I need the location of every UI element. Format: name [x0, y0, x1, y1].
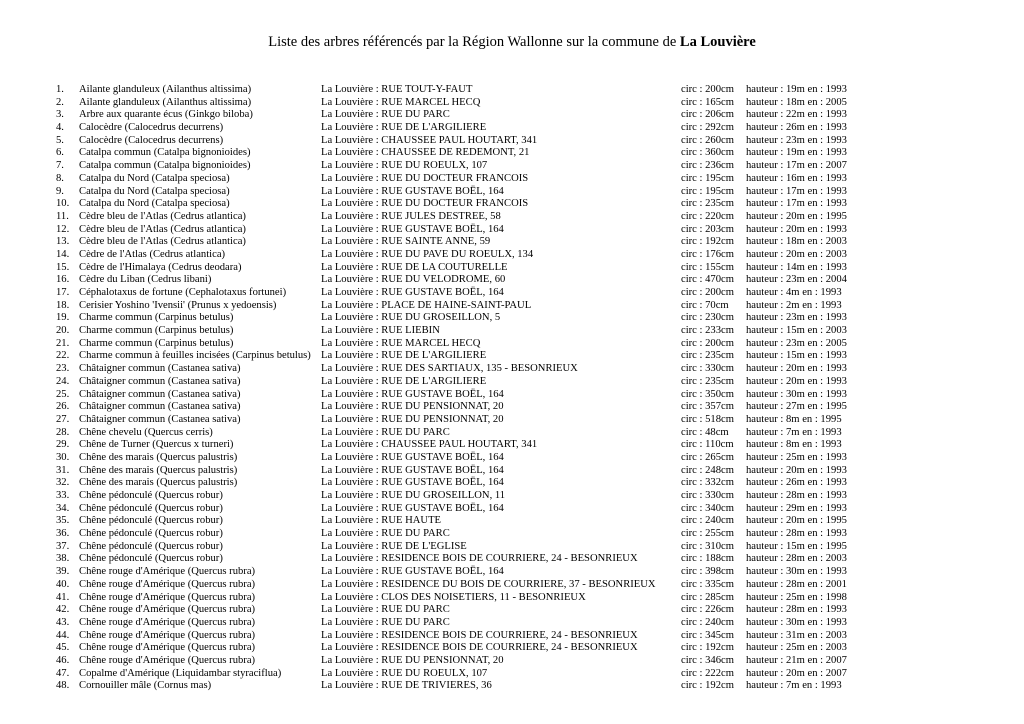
list-item: [0, 249, 1024, 262]
list-item: [0, 439, 1024, 452]
tree-location: La Louvière : RUE DE L'EGLISE: [321, 540, 467, 552]
row-number: 9.: [56, 185, 64, 197]
tree-name: Chêne pédonculé (Quercus robur): [79, 528, 223, 540]
tree-height-year: hauteur : 30m en : 1993: [746, 566, 847, 578]
list-item: [0, 414, 1024, 427]
tree-height-year: hauteur : 17m en : 2007: [746, 160, 847, 172]
tree-location: La Louvière : RESIDENCE BOIS DE COURRIERE, 24 - BESONRIEUX: [321, 629, 638, 641]
tree-circumference: circ : 70cm: [681, 299, 729, 311]
tree-name: Catalpa du Nord (Catalpa speciosa): [79, 198, 230, 210]
list-item: [0, 515, 1024, 528]
tree-circumference: circ : 195cm: [681, 172, 734, 184]
list-item: [0, 427, 1024, 440]
tree-location: La Louvière : RUE DU PENSIONNAT, 20: [321, 654, 504, 666]
tree-circumference: circ : 192cm: [681, 642, 734, 654]
list-item: [0, 452, 1024, 465]
tree-name: Chêne rouge d'Amérique (Quercus rubra): [79, 604, 256, 616]
list-item: [0, 173, 1024, 186]
tree-height-year: hauteur : 30m en : 1993: [746, 616, 847, 628]
row-number: 14.: [56, 248, 70, 260]
tree-circumference: circ : 188cm: [681, 553, 734, 565]
list-item: [0, 287, 1024, 300]
tree-height-year: hauteur : 19m en : 1993: [746, 147, 847, 159]
list-item: [0, 668, 1024, 681]
tree-name: Catalpa commun (Catalpa bignonioides): [79, 147, 251, 159]
tree-height-year: hauteur : 28m en : 2003: [746, 553, 847, 565]
tree-name: Calocèdre (Calocedrus decurrens): [79, 122, 224, 134]
tree-circumference: circ : 176cm: [681, 248, 734, 260]
tree-circumference: circ : 203cm: [681, 223, 734, 235]
list-item: [0, 630, 1024, 643]
tree-name: Châtaigner commun (Castanea sativa): [79, 388, 241, 400]
list-item: [0, 642, 1024, 655]
row-number: 6.: [56, 147, 64, 159]
tree-location: La Louvière : RUE DES SARTIAUX, 135 - BESONRIEUX: [321, 363, 578, 375]
tree-name: Cornouiller mâle (Cornus mas): [79, 680, 212, 692]
list-item: [0, 503, 1024, 516]
tree-location: La Louvière : RUE GUSTAVE BOËL, 164: [321, 464, 504, 476]
tree-list: [0, 84, 1024, 693]
tree-name: Chêne des marais (Quercus palustris): [79, 464, 238, 476]
tree-location: La Louvière : RUE DU PARC: [321, 426, 450, 438]
tree-location: La Louvière : RUE GUSTAVE BOËL, 164: [321, 287, 504, 298]
tree-name: Chêne rouge d'Amérique (Quercus rubra): [79, 566, 256, 578]
tree-height-year: hauteur : 14m en : 1993: [746, 261, 847, 273]
tree-circumference: circ : 332cm: [681, 477, 734, 489]
row-number: 16.: [56, 274, 70, 286]
tree-name: Chêne rouge d'Amérique (Quercus rubra): [79, 578, 256, 590]
row-number: 24.: [56, 375, 70, 387]
tree-height-year: hauteur : 31m en : 2003: [746, 629, 847, 641]
tree-height-year: hauteur : 28m en : 2001: [746, 578, 847, 590]
tree-height-year: hauteur : 28m en : 1993: [746, 604, 847, 616]
tree-circumference: circ : 260cm: [681, 134, 734, 146]
row-number: 39.: [56, 566, 70, 578]
list-item: [0, 477, 1024, 490]
tree-location: La Louvière : RUE DE L'ARGILIERE: [321, 375, 487, 387]
tree-height-year: hauteur : 4m en : 1993: [746, 287, 842, 298]
list-item: [0, 274, 1024, 287]
tree-location: La Louvière : RUE DU VELODROME, 60: [321, 274, 506, 286]
row-number: 19.: [56, 312, 70, 324]
tree-circumference: circ : 236cm: [681, 160, 734, 172]
tree-location: La Louvière : CHAUSSEE PAUL HOUTART, 341: [321, 439, 538, 451]
row-number: 5.: [56, 134, 64, 146]
tree-name: Châtaigner commun (Castanea sativa): [79, 375, 241, 387]
tree-location: La Louvière : RUE GUSTAVE BOËL, 164: [321, 502, 504, 514]
tree-circumference: circ : 518cm: [681, 413, 734, 425]
tree-name: Cèdre du Liban (Cedrus libani): [79, 274, 212, 286]
tree-location: La Louvière : RUE LIEBIN: [321, 325, 440, 337]
tree-circumference: circ : 200cm: [681, 287, 734, 298]
tree-height-year: hauteur : 22m en : 1993: [746, 109, 847, 121]
list-item: [0, 109, 1024, 122]
tree-height-year: hauteur : 17m en : 1993: [746, 198, 847, 210]
tree-name: Chêne pédonculé (Quercus robur): [79, 553, 223, 565]
tree-location: La Louvière : RUE DE L'ARGILIERE: [321, 350, 487, 362]
tree-location: La Louvière : RUE GUSTAVE BOËL, 164: [321, 451, 504, 463]
tree-height-year: hauteur : 27m en : 1995: [746, 401, 847, 413]
tree-location: La Louvière : RUE DU PARC: [321, 604, 450, 616]
tree-location: La Louvière : RUE GUSTAVE BOËL, 164: [321, 566, 504, 578]
row-number: 34.: [56, 502, 70, 514]
tree-location: La Louvière : RESIDENCE BOIS DE COURRIERE, 24 - BESONRIEUX: [321, 553, 638, 565]
tree-location: La Louvière : RUE SAINTE ANNE, 59: [321, 236, 491, 248]
row-number: 36.: [56, 528, 70, 540]
tree-location: La Louvière : CHAUSSEE DE REDEMONT, 21: [321, 147, 530, 159]
tree-circumference: circ : 265cm: [681, 451, 734, 463]
tree-height-year: hauteur : 7m en : 1993: [746, 680, 842, 692]
list-item: [0, 680, 1024, 693]
tree-circumference: circ : 110cm: [681, 439, 734, 451]
row-number: 42.: [56, 604, 70, 616]
tree-circumference: circ : 222cm: [681, 667, 734, 679]
tree-location: La Louvière : RUE DU PARC: [321, 528, 450, 540]
tree-name: Cerisier Yoshino 'Ivensii' (Prunus x yedoensis): [79, 299, 277, 311]
tree-circumference: circ : 248cm: [681, 464, 734, 476]
row-number: 23.: [56, 363, 70, 375]
tree-circumference: circ : 345cm: [681, 629, 734, 641]
tree-name: Châtaigner commun (Castanea sativa): [79, 413, 241, 425]
tree-name: Chêne rouge d'Amérique (Quercus rubra): [79, 629, 256, 641]
tree-height-year: hauteur : 29m en : 1993: [746, 502, 847, 514]
list-item: [0, 338, 1024, 351]
row-number: 25.: [56, 388, 70, 400]
row-number: 15.: [56, 261, 70, 273]
tree-height-year: hauteur : 23m en : 2005: [746, 337, 847, 349]
title-commune: La Louvière: [679, 34, 756, 50]
tree-location: La Louvière : RUE DU PENSIONNAT, 20: [321, 401, 504, 413]
tree-name: Ailante glanduleux (Ailanthus altissima): [79, 96, 252, 108]
row-number: 28.: [56, 426, 70, 438]
row-number: 40.: [56, 578, 70, 590]
tree-circumference: circ : 165cm: [681, 96, 734, 108]
list-item: [0, 236, 1024, 249]
tree-location: La Louvière : RESIDENCE DU BOIS DE COURRIERE, 37 - BESONRIEUX: [321, 578, 656, 590]
tree-name: Charme commun (Carpinus betulus): [79, 325, 234, 337]
list-item: [0, 363, 1024, 376]
tree-location: La Louvière : RUE DU PARC: [321, 109, 450, 121]
tree-circumference: circ : 357cm: [681, 401, 734, 413]
document-title: [0, 34, 1024, 51]
tree-circumference: circ : 340cm: [681, 502, 734, 514]
list-item: [0, 490, 1024, 503]
row-number: 31.: [56, 464, 70, 476]
tree-height-year: hauteur : 23m en : 1993: [746, 312, 847, 324]
tree-height-year: hauteur : 25m en : 1998: [746, 591, 847, 603]
row-number: 13.: [56, 236, 70, 248]
row-number: 21.: [56, 337, 70, 349]
tree-location: La Louvière : RUE TOUT-Y-FAUT: [321, 84, 473, 95]
tree-name: Catalpa du Nord (Catalpa speciosa): [79, 172, 230, 184]
tree-height-year: hauteur : 20m en : 1993: [746, 363, 847, 375]
row-number: 22.: [56, 350, 70, 362]
tree-location: La Louvière : RUE GUSTAVE BOËL, 164: [321, 388, 504, 400]
tree-location: La Louvière : RUE DU PENSIONNAT, 20: [321, 413, 504, 425]
list-item: [0, 262, 1024, 275]
tree-circumference: circ : 192cm: [681, 236, 734, 248]
tree-height-year: hauteur : 8m en : 1993: [746, 439, 842, 451]
tree-location: La Louvière : RUE GUSTAVE BOËL, 164: [321, 185, 504, 197]
row-number: 44.: [56, 629, 70, 641]
tree-location: La Louvière : RUE DU ROEULX, 107: [321, 160, 488, 172]
tree-height-year: hauteur : 8m en : 1995: [746, 413, 842, 425]
tree-height-year: hauteur : 23m en : 1993: [746, 134, 847, 146]
tree-circumference: circ : 226cm: [681, 604, 734, 616]
tree-name: Charme commun (Carpinus betulus): [79, 312, 234, 324]
tree-location: La Louvière : RUE DU PAVE DU ROEULX, 134: [321, 248, 534, 260]
row-number: 8.: [56, 172, 64, 184]
tree-height-year: hauteur : 20m en : 1993: [746, 375, 847, 387]
tree-height-year: hauteur : 17m en : 1993: [746, 185, 847, 197]
tree-height-year: hauteur : 20m en : 1995: [746, 210, 847, 222]
tree-circumference: circ : 206cm: [681, 109, 734, 121]
tree-name: Chêne des marais (Quercus palustris): [79, 477, 238, 489]
list-item: [0, 617, 1024, 630]
tree-location: La Louvière : PLACE DE HAINE-SAINT-PAUL: [321, 299, 532, 311]
tree-name: Calocèdre (Calocedrus decurrens): [79, 134, 224, 146]
tree-location: La Louvière : RESIDENCE BOIS DE COURRIERE, 24 - BESONRIEUX: [321, 642, 638, 654]
tree-name: Chêne rouge d'Amérique (Quercus rubra): [79, 642, 256, 654]
list-item: [0, 592, 1024, 605]
tree-height-year: hauteur : 15m en : 1995: [746, 540, 847, 552]
row-number: 45.: [56, 642, 70, 654]
tree-circumference: circ : 335cm: [681, 578, 734, 590]
list-item: [0, 84, 1024, 97]
list-item: [0, 300, 1024, 313]
tree-circumference: circ : 285cm: [681, 591, 734, 603]
list-item: [0, 401, 1024, 414]
tree-location: La Louvière : RUE DU DOCTEUR FRANCOIS: [321, 172, 529, 184]
row-number: 37.: [56, 540, 70, 552]
tree-height-year: hauteur : 21m en : 2007: [746, 654, 847, 666]
row-number: 32.: [56, 477, 70, 489]
tree-name: Châtaigner commun (Castanea sativa): [79, 401, 241, 413]
tree-circumference: circ : 346cm: [681, 654, 734, 666]
tree-name: Charme commun à feuilles incisées (Carpinus betulus): [79, 350, 311, 362]
tree-height-year: hauteur : 30m en : 1993: [746, 388, 847, 400]
tree-circumference: circ : 255cm: [681, 528, 734, 540]
row-number: 46.: [56, 654, 70, 666]
row-number: 43.: [56, 616, 70, 628]
tree-location: La Louvière : RUE DU ROEULX, 107: [321, 667, 488, 679]
tree-location: La Louvière : RUE MARCEL HECQ: [321, 337, 481, 349]
tree-location: La Louvière : RUE DE TRIVIERES, 36: [321, 680, 492, 692]
tree-height-year: hauteur : 26m en : 1993: [746, 477, 847, 489]
tree-circumference: circ : 48cm: [681, 426, 729, 438]
list-item: [0, 553, 1024, 566]
tree-height-year: hauteur : 18m en : 2003: [746, 236, 847, 248]
tree-name: Chêne des marais (Quercus palustris): [79, 451, 238, 463]
tree-name: Catalpa du Nord (Catalpa speciosa): [79, 185, 230, 197]
tree-name: Cèdre bleu de l'Atlas (Cedrus atlantica): [79, 210, 246, 222]
list-item: [0, 147, 1024, 160]
row-number: 47.: [56, 667, 70, 679]
list-item: [0, 579, 1024, 592]
tree-height-year: hauteur : 18m en : 2005: [746, 96, 847, 108]
tree-location: La Louvière : RUE MARCEL HECQ: [321, 96, 481, 108]
tree-circumference: circ : 350cm: [681, 388, 734, 400]
tree-circumference: circ : 310cm: [681, 540, 734, 552]
list-item: [0, 376, 1024, 389]
list-item: [0, 350, 1024, 363]
list-item: [0, 566, 1024, 579]
tree-location: La Louvière : RUE DU PARC: [321, 616, 450, 628]
tree-name: Chêne pédonculé (Quercus robur): [79, 490, 223, 501]
tree-location: La Louvière : CHAUSSEE PAUL HOUTART, 341: [321, 134, 538, 146]
tree-circumference: circ : 192cm: [681, 680, 734, 692]
tree-circumference: circ : 235cm: [681, 375, 734, 387]
tree-height-year: hauteur : 20m en : 1995: [746, 515, 847, 527]
tree-height-year: hauteur : 16m en : 1993: [746, 172, 847, 184]
tree-name: Cèdre bleu de l'Atlas (Cedrus atlantica): [79, 236, 246, 248]
row-number: 1.: [56, 84, 64, 95]
tree-circumference: circ : 220cm: [681, 210, 734, 222]
tree-height-year: hauteur : 28m en : 1993: [746, 490, 847, 501]
tree-circumference: circ : 240cm: [681, 515, 734, 527]
tree-circumference: circ : 292cm: [681, 122, 734, 134]
list-item: [0, 655, 1024, 668]
row-number: 26.: [56, 401, 70, 413]
row-number: 38.: [56, 553, 70, 565]
row-number: 48.: [56, 680, 70, 692]
tree-location: La Louvière : RUE GUSTAVE BOËL, 164: [321, 477, 504, 489]
list-item: [0, 97, 1024, 110]
tree-name: Châtaigner commun (Castanea sativa): [79, 363, 241, 375]
tree-circumference: circ : 330cm: [681, 490, 734, 501]
tree-location: La Louvière : RUE DU GROSEILLON, 5: [321, 312, 501, 324]
tree-name: Ailante glanduleux (Ailanthus altissima): [79, 84, 252, 95]
row-number: 35.: [56, 515, 70, 527]
tree-height-year: hauteur : 25m en : 2003: [746, 642, 847, 654]
tree-name: Cèdre de l'Atlas (Cedrus atlantica): [79, 248, 226, 260]
tree-height-year: hauteur : 25m en : 1993: [746, 451, 847, 463]
list-item: [0, 465, 1024, 478]
tree-location: La Louvière : RUE HAUTE: [321, 515, 442, 527]
tree-name: Chêne rouge d'Amérique (Quercus rubra): [79, 616, 256, 628]
row-number: 2.: [56, 96, 64, 108]
tree-location: La Louvière : RUE DE L'ARGILIERE: [321, 122, 487, 134]
tree-location: La Louvière : RUE JULES DESTREE, 58: [321, 210, 501, 222]
tree-location: La Louvière : CLOS DES NOISETIERS, 11 - BESONRIEUX: [321, 591, 586, 603]
tree-height-year: hauteur : 28m en : 1993: [746, 528, 847, 540]
list-item: [0, 541, 1024, 554]
tree-height-year: hauteur : 20m en : 1993: [746, 464, 847, 476]
tree-height-year: hauteur : 20m en : 1993: [746, 223, 847, 235]
tree-location: La Louvière : RUE DE LA COUTURELLE: [321, 261, 508, 273]
tree-height-year: hauteur : 19m en : 1993: [746, 84, 847, 95]
list-item: [0, 186, 1024, 199]
tree-name: Charme commun (Carpinus betulus): [79, 337, 234, 349]
tree-location: La Louvière : RUE DU GROSEILLON, 11: [321, 490, 506, 501]
title-prefix: Liste des arbres référencés par la Région Wallonne sur la commune de: [268, 34, 677, 50]
tree-name: Cèdre de l'Himalaya (Cedrus deodara): [79, 261, 242, 273]
row-number: 3.: [56, 109, 64, 121]
row-number: 18.: [56, 299, 70, 311]
tree-circumference: circ : 398cm: [681, 566, 734, 578]
tree-name: Arbre aux quarante écus (Ginkgo biloba): [79, 109, 253, 121]
tree-circumference: circ : 155cm: [681, 261, 734, 273]
tree-circumference: circ : 200cm: [681, 84, 734, 95]
tree-height-year: hauteur : 7m en : 1993: [746, 426, 842, 438]
tree-name: Chêne rouge d'Amérique (Quercus rubra): [79, 591, 256, 603]
row-number: 17.: [56, 287, 70, 298]
tree-name: Chêne chevelu (Quercus cerris): [79, 426, 213, 438]
list-item: [0, 122, 1024, 135]
tree-height-year: hauteur : 26m en : 1993: [746, 122, 847, 134]
list-item: [0, 389, 1024, 402]
row-number: 29.: [56, 439, 70, 451]
tree-height-year: hauteur : 15m en : 1993: [746, 350, 847, 362]
tree-circumference: circ : 235cm: [681, 350, 734, 362]
tree-location: La Louvière : RUE GUSTAVE BOËL, 164: [321, 223, 504, 235]
row-number: 30.: [56, 451, 70, 463]
list-item: [0, 211, 1024, 224]
list-item: [0, 224, 1024, 237]
row-number: 33.: [56, 490, 70, 501]
tree-circumference: circ : 200cm: [681, 337, 734, 349]
tree-circumference: circ : 195cm: [681, 185, 734, 197]
list-item: [0, 160, 1024, 173]
tree-name: Chêne de Turner (Quercus x turneri): [79, 439, 234, 451]
list-item: [0, 528, 1024, 541]
tree-name: Chêne rouge d'Amérique (Quercus rubra): [79, 654, 256, 666]
list-item: [0, 312, 1024, 325]
tree-location: La Louvière : RUE DU DOCTEUR FRANCOIS: [321, 198, 529, 210]
row-number: 7.: [56, 160, 64, 172]
tree-circumference: circ : 360cm: [681, 147, 734, 159]
list-item: [0, 604, 1024, 617]
tree-name: Copalme d'Amérique (Liquidambar styraciflua): [79, 667, 282, 679]
tree-circumference: circ : 233cm: [681, 325, 734, 337]
tree-circumference: circ : 330cm: [681, 363, 734, 375]
list-item: [0, 198, 1024, 211]
row-number: 4.: [56, 122, 64, 134]
tree-height-year: hauteur : 20m en : 2003: [746, 248, 847, 260]
row-number: 27.: [56, 413, 70, 425]
tree-height-year: hauteur : 15m en : 2003: [746, 325, 847, 337]
tree-name: Chêne pédonculé (Quercus robur): [79, 515, 223, 527]
tree-height-year: hauteur : 2m en : 1993: [746, 299, 842, 311]
tree-height-year: hauteur : 20m en : 2007: [746, 667, 847, 679]
tree-circumference: circ : 235cm: [681, 198, 734, 210]
tree-name: Chêne pédonculé (Quercus robur): [79, 502, 223, 514]
tree-name: Catalpa commun (Catalpa bignonioides): [79, 160, 251, 172]
list-item: [0, 135, 1024, 148]
row-number: 20.: [56, 325, 70, 337]
row-number: 41.: [56, 591, 70, 603]
tree-circumference: circ : 230cm: [681, 312, 734, 324]
tree-name: Céphalotaxus de fortune (Cephalotaxus fortunei): [79, 287, 287, 298]
row-number: 11.: [56, 210, 69, 222]
tree-name: Cèdre bleu de l'Atlas (Cedrus atlantica): [79, 223, 246, 235]
row-number: 10.: [56, 198, 70, 210]
row-number: 12.: [56, 223, 70, 235]
tree-name: Chêne pédonculé (Quercus robur): [79, 540, 223, 552]
tree-circumference: circ : 240cm: [681, 616, 734, 628]
list-item: [0, 325, 1024, 338]
tree-circumference: circ : 470cm: [681, 274, 734, 286]
tree-height-year: hauteur : 23m en : 2004: [746, 274, 847, 286]
